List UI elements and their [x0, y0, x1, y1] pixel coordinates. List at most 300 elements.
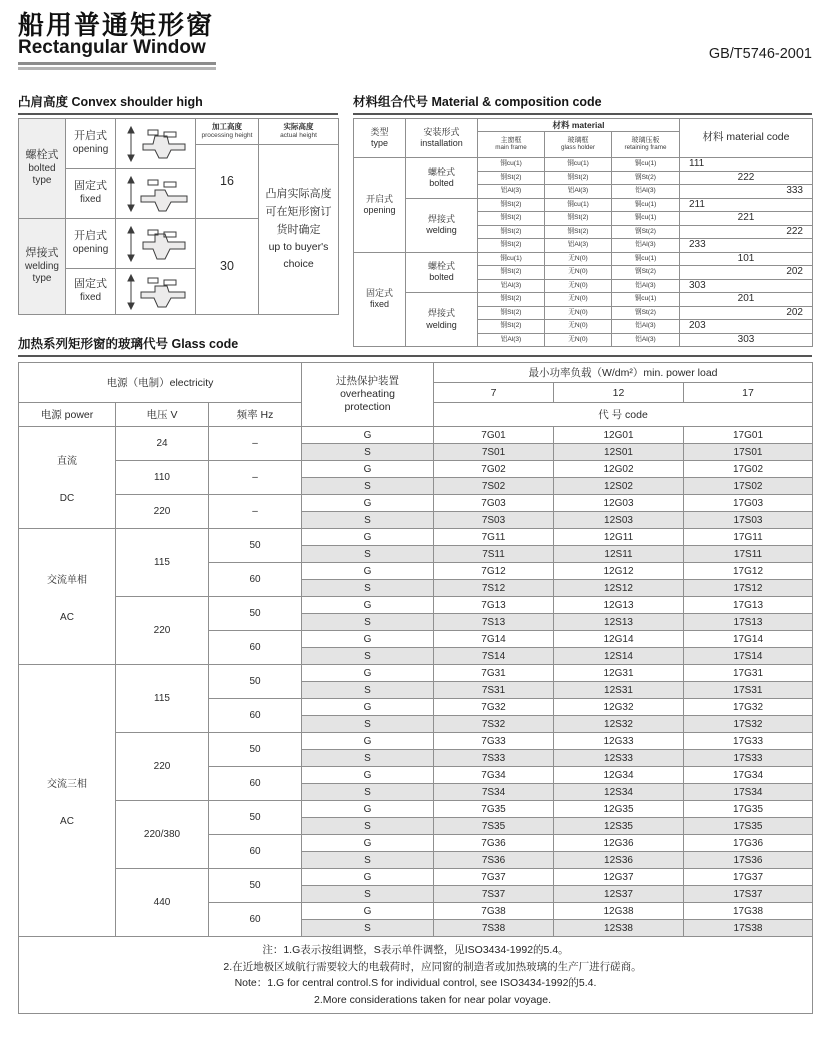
glass-code-cell: 7G02: [434, 461, 554, 478]
material-code-cell: 303: [680, 279, 813, 293]
path-element: [141, 286, 185, 307]
material-cell: 铝Al(3): [612, 333, 680, 347]
glass-table-row: [19, 461, 813, 478]
frequency-cell: 60: [209, 835, 302, 869]
g-element: [128, 275, 185, 309]
header-en: retaining frame: [624, 143, 667, 151]
glass-code-cell: 12S36: [554, 852, 684, 869]
glass-code-cell: 17G34: [684, 767, 813, 784]
protection-type-cell: G: [302, 631, 434, 648]
glass-code-cell: 17S37: [684, 886, 813, 903]
material-code-cell: 222: [680, 171, 813, 185]
protection-type-cell: G: [302, 427, 434, 444]
header-zh: 安装形式: [423, 126, 460, 137]
type-label-zh: 焊接式: [25, 247, 59, 260]
material-cell: 钢St(2): [545, 225, 612, 239]
material-cell: 铝Al(3): [545, 185, 612, 199]
note-line: 注：1.G表示按组调整，S表示单件调整，见ISO3434-1992的5.4。: [262, 944, 569, 956]
material-cell: 钢St(2): [545, 171, 612, 185]
voltage-cell: 115: [116, 529, 209, 597]
material-cell: 钢St(2): [478, 198, 545, 212]
material-cell: 钢St(2): [612, 171, 680, 185]
frequency-cell: –: [209, 461, 302, 495]
power-label-en: AC: [60, 815, 74, 827]
voltage-cell: 220/380: [116, 801, 209, 869]
convex-shoulder-table: [18, 118, 339, 315]
material-cell: 钢St(2): [478, 266, 545, 280]
material-cell: 铜cu(1): [612, 198, 680, 212]
protection-type-cell: G: [302, 597, 434, 614]
header-zh: 玻璃框: [567, 137, 589, 145]
glass-code-cell: 12G14: [554, 631, 684, 648]
glass-code-cell: 12S13: [554, 614, 684, 631]
header-en: actual height: [280, 132, 317, 140]
power-label-en: DC: [59, 492, 75, 504]
glass-code-cell: 17G01: [684, 427, 813, 444]
material-cell: 铜cu(1): [612, 212, 680, 226]
header-line: overheating: [340, 387, 395, 400]
installation-cell: [406, 252, 478, 293]
material-cell: 无N(0): [545, 279, 612, 293]
glass-code-cell: 12G36: [554, 835, 684, 852]
glass-code-cell: 12G38: [554, 903, 684, 920]
installation-cell: [66, 219, 116, 269]
frequency-cell: 60: [209, 767, 302, 801]
header-zh: 加工高度: [212, 122, 242, 132]
electricity-header: 电源（电制）electricity: [19, 363, 302, 403]
glass-code-cell: 7S33: [434, 750, 554, 767]
retaining-frame-header: [612, 132, 680, 158]
table-header-row: [354, 119, 813, 132]
glass-code-cell: 7S03: [434, 512, 554, 529]
note-line: Note：1.G for central control.S for individual control, see ISO3434-1992的5.4.: [234, 977, 597, 989]
material-cell: 铜cu(1): [612, 158, 680, 172]
note-line: 2.在近地极区域航行需要较大的电载荷时，应同窗的制造者或加热玻璃的生产厂进行磋商。: [223, 960, 642, 973]
material-cell: 铝Al(3): [612, 320, 680, 334]
installation-cell: [406, 293, 478, 347]
material-table-row: [354, 158, 813, 172]
material-code-cell: 201: [680, 293, 813, 307]
install-label-zh: 螺栓式: [427, 261, 455, 271]
material-cell: 铝Al(3): [612, 279, 680, 293]
tbody-element: [19, 427, 813, 937]
processing-height-header: [196, 119, 259, 145]
material-code-cell: 203: [680, 320, 813, 334]
voltage-cell: 220: [116, 597, 209, 665]
glass-code-cell: 7S38: [434, 920, 554, 937]
material-cell: 无N(0): [545, 293, 612, 307]
glass-code-cell: 12S35: [554, 818, 684, 835]
protection-type-cell: G: [302, 699, 434, 716]
material-cell: 铝Al(3): [478, 185, 545, 199]
glass-code-cell: 17S38: [684, 920, 813, 937]
material-cell: 铜cu(1): [478, 158, 545, 172]
glass-code-cell: 12G01: [554, 427, 684, 444]
protection-type-cell: S: [302, 818, 434, 835]
type-label-zh: 固定式: [365, 288, 393, 298]
material-cell: 无N(0): [545, 333, 612, 347]
frequency-cell: –: [209, 495, 302, 529]
protection-type-cell: G: [302, 835, 434, 852]
header-line: 过热保护装置: [336, 374, 399, 387]
installation-cell: [66, 119, 116, 169]
protection-type-cell: G: [302, 733, 434, 750]
glass-code-cell: 7S37: [434, 886, 554, 903]
glass-code-cell: 7S14: [434, 648, 554, 665]
standard-code: GB/T5746-2001: [708, 46, 812, 62]
material-cell: 无N(0): [545, 306, 612, 320]
installation-cell: [66, 269, 116, 315]
material-cell: 钢St(2): [478, 306, 545, 320]
cross-section-diagram-cell: [116, 119, 196, 169]
protection-type-cell: S: [302, 682, 434, 699]
glass-section-title: 加热系列矩形窗的玻璃代号 Glass code: [18, 334, 812, 357]
glass-code-cell: 7G12: [434, 563, 554, 580]
install-label-en: welding: [426, 319, 457, 330]
glass-code-cell: 7G33: [434, 733, 554, 750]
glass-code-cell: 17G11: [684, 529, 813, 546]
install-label-zh: 固定式: [74, 278, 107, 291]
protection-type-cell: S: [302, 512, 434, 529]
installation-header: [406, 119, 478, 158]
material-code-cell: 202: [680, 306, 813, 320]
glass-code-cell: 12S38: [554, 920, 684, 937]
glass-code-cell: 12G32: [554, 699, 684, 716]
frequency-cell: 50: [209, 869, 302, 903]
install-label-en: opening: [72, 144, 109, 156]
material-code-cell: 211: [680, 198, 813, 212]
frequency-cell: 60: [209, 631, 302, 665]
install-label-en: fixed: [79, 194, 102, 206]
header-en: installation: [420, 138, 463, 148]
window-type-cell: [19, 219, 66, 315]
glass-code-cell: 12G12: [554, 563, 684, 580]
install-label-zh: 螺栓式: [427, 166, 455, 177]
install-label-en: welding: [426, 225, 457, 235]
rect-element: [148, 180, 158, 185]
cross-section-diagram: [117, 270, 195, 314]
protection-type-cell: S: [302, 478, 434, 495]
glass-code-cell: 17G32: [684, 699, 813, 716]
page-title: 船用普通矩形窗: [18, 10, 215, 40]
glass-code-cell: 17G03: [684, 495, 813, 512]
glass-table-row: [19, 869, 813, 886]
glass-code-cell: 17S02: [684, 478, 813, 495]
glass-code-cell: 12S11: [554, 546, 684, 563]
power-label-zh: 交流三相: [47, 778, 87, 790]
glass-table-row: [19, 597, 813, 614]
page-title-en: Rectangular Window: [18, 37, 206, 58]
g-element: [128, 177, 187, 211]
material-cell: 钢St(2): [478, 225, 545, 239]
frequency-cell: 60: [209, 563, 302, 597]
voltage-cell: 220: [116, 733, 209, 801]
notes-cell: [19, 937, 813, 1014]
power-type-cell: [19, 529, 116, 665]
path-element: [143, 136, 185, 158]
material-cell: 铝Al(3): [612, 239, 680, 253]
glass-code-cell: 12S14: [554, 648, 684, 665]
glass-code-cell: 17S11: [684, 546, 813, 563]
protection-type-cell: S: [302, 614, 434, 631]
glass-code-cell: 7S35: [434, 818, 554, 835]
path-element: [141, 190, 187, 211]
glass-code-cell: 7S31: [434, 682, 554, 699]
note-en: up to buyer's choice: [268, 241, 329, 270]
type-label-zh: 螺栓式: [25, 149, 59, 162]
glass-code-cell: 17S01: [684, 444, 813, 461]
glass-code-cell: 12S03: [554, 512, 684, 529]
material-section-title: 材料组合代号 Material & composition code: [353, 92, 812, 115]
glass-code-cell: 17G14: [684, 631, 813, 648]
glass-code-cell: 7S11: [434, 546, 554, 563]
install-label-en: bolted: [429, 177, 454, 188]
material-cell: 铝Al(3): [612, 185, 680, 199]
material-composition-table: [353, 118, 813, 347]
glass-code-cell: 7S02: [434, 478, 554, 495]
load-tick: 12: [554, 383, 684, 403]
voltage-cell: 115: [116, 665, 209, 733]
material-code-cell: 233: [680, 239, 813, 253]
path-element: [128, 127, 134, 133]
glass-code-cell: 17S14: [684, 648, 813, 665]
protection-type-cell: G: [302, 563, 434, 580]
material-code-cell: 101: [680, 252, 813, 266]
installation-cell: [406, 158, 478, 199]
glass-code-cell: 17G12: [684, 563, 813, 580]
glass-code-cell: 17G31: [684, 665, 813, 682]
glass-code-cell: 12G03: [554, 495, 684, 512]
material-cell: 钢St(2): [478, 212, 545, 226]
material-code-cell: 333: [680, 185, 813, 199]
note-line: 2.More considerations taken for near polar voyage.: [314, 993, 551, 1006]
frequency-cell: 50: [209, 665, 302, 699]
material-cell: 钢St(2): [612, 225, 680, 239]
header-en: main frame: [495, 143, 527, 151]
material-code-header: 材料 material code: [680, 119, 813, 158]
cross-section-diagram-cell: [116, 219, 196, 269]
material-cell: 铝Al(3): [545, 239, 612, 253]
glass-code-cell: 12S31: [554, 682, 684, 699]
load-tick: 7: [434, 383, 554, 403]
protection-type-cell: G: [302, 461, 434, 478]
protection-type-cell: S: [302, 580, 434, 597]
glass-code-cell: 17S35: [684, 818, 813, 835]
note-zh: 凸肩实际高度可在矩形窗订货时确定: [265, 188, 332, 236]
material-cell: 铜cu(1): [478, 252, 545, 266]
protection-type-cell: S: [302, 444, 434, 461]
g-element: [128, 127, 185, 161]
install-label-zh: 焊接式: [427, 213, 455, 224]
voltage-cell: 220: [116, 495, 209, 529]
glass-code-cell: 17G02: [684, 461, 813, 478]
type-label-zh: 开启式: [365, 193, 393, 204]
header-en: type: [370, 138, 388, 148]
frequency-cell: 60: [209, 903, 302, 937]
voltage-cell: 440: [116, 869, 209, 937]
material-code-cell: 222: [680, 225, 813, 239]
install-label-zh: 开启式: [74, 130, 107, 143]
protection-type-cell: G: [302, 665, 434, 682]
glass-code-cell: 7G38: [434, 903, 554, 920]
glass-table-row: [19, 665, 813, 682]
main-frame-header: [478, 132, 545, 158]
power-label-en: AC: [60, 611, 74, 623]
glass-code-cell: 17G35: [684, 801, 813, 818]
material-cell: 钢St(2): [478, 320, 545, 334]
voltage-cell: 110: [116, 461, 209, 495]
protection-type-cell: S: [302, 784, 434, 801]
actual-height-note: [259, 145, 339, 315]
frequency-cell: 50: [209, 733, 302, 767]
material-cell: 铜cu(1): [545, 198, 612, 212]
notes-row: [19, 937, 813, 1014]
installation-cell: [66, 169, 116, 219]
voltage-header: 电压 V: [116, 403, 209, 427]
frequency-cell: 50: [209, 529, 302, 563]
install-label-zh: 固定式: [74, 180, 107, 193]
header-en: glass holder: [561, 143, 595, 151]
path-element: [128, 255, 134, 261]
material-cell: 钢St(2): [612, 266, 680, 280]
protection-type-cell: G: [302, 495, 434, 512]
header-zh: 实际高度: [283, 122, 314, 132]
power-type-cell: [19, 427, 116, 529]
glass-code-cell: 7G11: [434, 529, 554, 546]
glass-code-cell: 12S37: [554, 886, 684, 903]
glass-code-cell: 17G13: [684, 597, 813, 614]
glass-code-cell: 7G13: [434, 597, 554, 614]
glass-table-row: [19, 733, 813, 750]
glass-table-row: [19, 529, 813, 546]
path-element: [128, 275, 134, 281]
material-table-row: [354, 252, 813, 266]
glass-code-cell: 7S36: [434, 852, 554, 869]
title-underline: [18, 62, 216, 70]
glass-code-cell: 12G34: [554, 767, 684, 784]
power-label-gap: [19, 586, 115, 612]
glass-code-cell: 12S32: [554, 716, 684, 733]
material-code-cell: 202: [680, 266, 813, 280]
glass-table-row: [19, 495, 813, 512]
g-element: [128, 227, 185, 261]
material-code-cell: 111: [680, 158, 813, 172]
glass-code-cell: 12S02: [554, 478, 684, 495]
protection-type-cell: S: [302, 546, 434, 563]
material-cell: 无N(0): [545, 266, 612, 280]
glass-code-cell: 12S01: [554, 444, 684, 461]
glass-code-cell: 7S34: [434, 784, 554, 801]
protection-type-cell: S: [302, 716, 434, 733]
material-group-header: 材料 material: [478, 119, 680, 132]
install-label-en: bolted: [429, 272, 454, 283]
glass-code-cell: 7G03: [434, 495, 554, 512]
install-label-en: fixed: [79, 292, 102, 304]
material-cell: 铝Al(3): [478, 333, 545, 347]
protection-type-cell: G: [302, 529, 434, 546]
material-cell: 钢St(2): [478, 239, 545, 253]
material-code-cell: 221: [680, 212, 813, 226]
install-label-zh: 开启式: [74, 230, 107, 243]
header-line: protection: [344, 401, 391, 414]
power-label-gap: [19, 790, 115, 816]
load-tick: 17: [684, 383, 813, 403]
material-cell: 钢St(2): [478, 171, 545, 185]
material-table-row: [354, 198, 813, 212]
material-cell: 钢St(2): [545, 212, 612, 226]
material-cell: 无N(0): [545, 320, 612, 334]
frequency-cell: 60: [209, 699, 302, 733]
power-type-cell: [19, 665, 116, 937]
glass-code-cell: 12G37: [554, 869, 684, 886]
glass-code-cell: 12G33: [554, 733, 684, 750]
glass-code-cell: 7G14: [434, 631, 554, 648]
tbody-element: [19, 119, 339, 315]
material-cell: 铜cu(1): [612, 293, 680, 307]
cross-section-diagram-cell: [116, 269, 196, 315]
min-power-load-header: 最小功率负载（W/dm²）min. power load: [434, 363, 813, 383]
glass-table-row: [19, 427, 813, 444]
glass-code-cell: 7G32: [434, 699, 554, 716]
material-cell: 钢St(2): [612, 306, 680, 320]
frequency-cell: –: [209, 427, 302, 461]
cross-section-diagram: [117, 122, 195, 166]
header-zh: 主窗框: [500, 137, 522, 145]
type-header: [354, 119, 406, 158]
glass-code-cell: 17S13: [684, 614, 813, 631]
tbody-element: [19, 937, 813, 1014]
power-label-zh: 直流: [57, 455, 77, 467]
glass-code-cell: 12G35: [554, 801, 684, 818]
glass-code-cell: 17S33: [684, 750, 813, 767]
material-cell: 钢St(2): [478, 293, 545, 307]
material-cell: 铜cu(1): [545, 158, 612, 172]
glass-code-cell: 12S33: [554, 750, 684, 767]
type-label-en: welding type: [25, 260, 59, 285]
glass-code-cell: 12G11: [554, 529, 684, 546]
tbody-element: [354, 158, 813, 347]
material-type-cell: [354, 252, 406, 347]
rect-element: [164, 182, 176, 187]
path-element: [128, 155, 134, 161]
convex-section-title: 凸肩高度 Convex shoulder high: [18, 92, 338, 115]
window-type-cell: [19, 119, 66, 219]
glass-code-cell: 17G33: [684, 733, 813, 750]
material-cell: 铝Al(3): [478, 279, 545, 293]
processing-height-value: 16: [196, 145, 259, 219]
protection-type-cell: G: [302, 801, 434, 818]
path-element: [128, 177, 134, 183]
frequency-cell: 50: [209, 597, 302, 631]
glass-code-cell: 7G01: [434, 427, 554, 444]
protection-type-cell: S: [302, 886, 434, 903]
glass-code-cell: 12S34: [554, 784, 684, 801]
material-table-row: [354, 293, 813, 307]
thead-element: [19, 363, 813, 427]
glass-code-cell: 17S32: [684, 716, 813, 733]
glass-code-cell: 7G35: [434, 801, 554, 818]
glass-code-cell: 7S12: [434, 580, 554, 597]
glass-code-cell: 7S13: [434, 614, 554, 631]
glass-code-cell: 17G37: [684, 869, 813, 886]
material-cell: 无N(0): [545, 252, 612, 266]
voltage-cell: 24: [116, 427, 209, 461]
glass-code-cell: 17G38: [684, 903, 813, 920]
frequency-header: 频率 Hz: [209, 403, 302, 427]
actual-height-header: [259, 119, 339, 145]
install-label-en: opening: [72, 244, 109, 256]
protection-type-cell: G: [302, 903, 434, 920]
